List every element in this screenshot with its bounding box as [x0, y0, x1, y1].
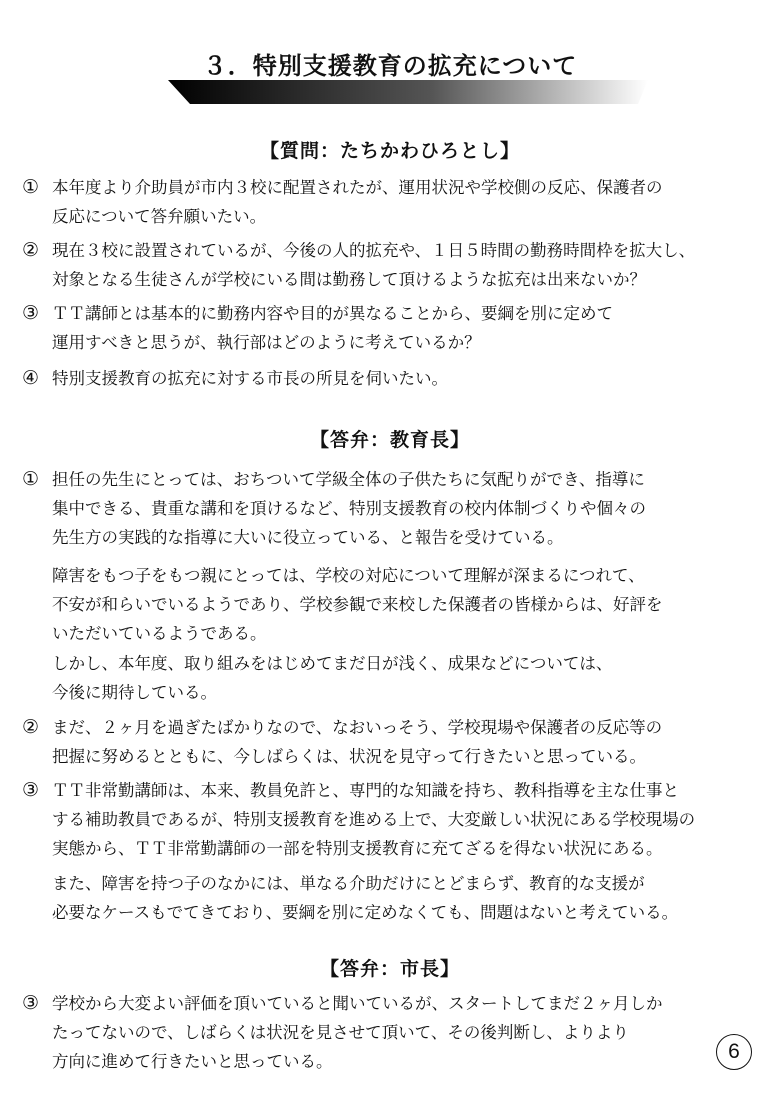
question-item-3 — [22, 299, 762, 357]
item-line: まだ、２ヶ月を過ぎたばかりなので、なおいっそう、学校現場や保護者の反応等の — [52, 718, 663, 737]
item-line: 担任の先生にとっては、おちついて学級全体の子供たちに気配りができ、指導に — [52, 470, 645, 489]
item-line: 実態から、ＴＴ非常勤講師の一部を特別支援教育に充てざるを得ない状況にある。 — [52, 839, 663, 858]
page-title: ３．特別支援教育の拡充について — [202, 52, 578, 80]
item-line: ＴＴ講師とは基本的に勤務内容や目的が異なることから、要綱を別に定めて — [52, 304, 613, 323]
item-number: ④ — [22, 367, 40, 389]
answer-education-heading: 【答弁：教育長】 — [309, 429, 470, 451]
item-number: ③ — [22, 779, 40, 801]
answer-education-paragraph-4 — [52, 869, 762, 927]
item-line: 本年度より介助員が市内３校に配置されたが、運用状況や学校側の反応、保護者の — [52, 178, 663, 197]
item-line: 反応について答弁願いたい。 — [52, 207, 267, 226]
paragraph-line: 必要なケースもでてきており、要綱を別に定めなくても、問題はないと考えている。 — [52, 903, 679, 922]
item-number: ① — [22, 176, 40, 198]
item-number: ③ — [22, 302, 40, 324]
paragraph-line: しかし、本年度、取り組みをはじめてまだ日が浅く、成果などについては、 — [52, 654, 613, 673]
item-line: 把握に努めるとともに、今しばらくは、状況を見守って行きたいと思っている。 — [52, 747, 646, 766]
paragraph-line: 不安が和らいでいるようであり、学校参観で来校した保護者の皆様からは、好評を — [52, 595, 663, 614]
item-number: ① — [22, 468, 40, 490]
answer-mayor-item-1 — [22, 989, 762, 1076]
paragraph-line: 今後に期待している。 — [52, 683, 217, 702]
item-line: する補助教員であるが、特別支援教育を進める上で、大変厳しい状況にある学校現場の — [52, 810, 696, 829]
item-line: 運用すべきと思うが、執行部はどのように考えているか？ — [52, 333, 481, 352]
answer-education-paragraph-2 — [52, 561, 762, 648]
item-line: 学校から大変よい評価を頂いていると聞いているが、スタートしてまだ２ヶ月しか — [52, 994, 663, 1013]
item-line: ＴＴ非常勤講師は、本来、教員免許と、専門的な知識を持ち、教科指導を主な仕事と — [52, 781, 679, 800]
answer-mayor-heading: 【答弁：市長】 — [319, 958, 460, 980]
answer-education-item-1 — [22, 465, 762, 552]
answer-education-paragraph-3 — [52, 649, 762, 707]
title-underline-bar — [168, 80, 648, 104]
item-line: 集中できる、貴重な講和を頂けるなど、特別支援教育の校内体制づくりや個々の — [52, 499, 646, 518]
question-item-1 — [22, 173, 762, 231]
item-line: 方向に進めて行きたいと思っている。 — [52, 1052, 333, 1071]
paragraph-line: いただいているようである。 — [52, 624, 267, 643]
item-line: 特別支援教育の拡充に対する市長の所見を伺いたい。 — [52, 369, 448, 388]
page-number: 6 — [716, 1034, 752, 1070]
item-number: ② — [22, 716, 40, 738]
item-number: ③ — [22, 992, 40, 1014]
item-line: たってないので、しばらくは状況を見させて頂いて、その後判断し、よりより — [52, 1023, 629, 1042]
paragraph-line: また、障害を持つ子のなかには、単なる介助だけにとどまらず、教育的な支援が — [52, 874, 645, 893]
answer-education-item-2 — [22, 713, 762, 771]
answer-education-item-3 — [22, 776, 762, 863]
paragraph-line: 障害をもつ子をもつ親にとっては、学校の対応について理解が深まるにつれて、 — [52, 566, 645, 585]
item-line: 対象となる生徒さんが学校にいる間は勤務して頂けるような拡充は出来ないか？ — [52, 270, 646, 289]
question-heading: 【質問：たちかわひろとし】 — [259, 140, 520, 162]
item-line: 先生方の実践的な指導に大いに役立っている、と報告を受けている。 — [52, 528, 564, 547]
question-item-4 — [22, 364, 762, 393]
item-line: 現在３校に設置されているが、今後の人的拡充や、１日５時間の勤務時間枠を拡大し、 — [52, 241, 696, 260]
item-number: ② — [22, 239, 40, 261]
question-item-2 — [22, 236, 762, 294]
